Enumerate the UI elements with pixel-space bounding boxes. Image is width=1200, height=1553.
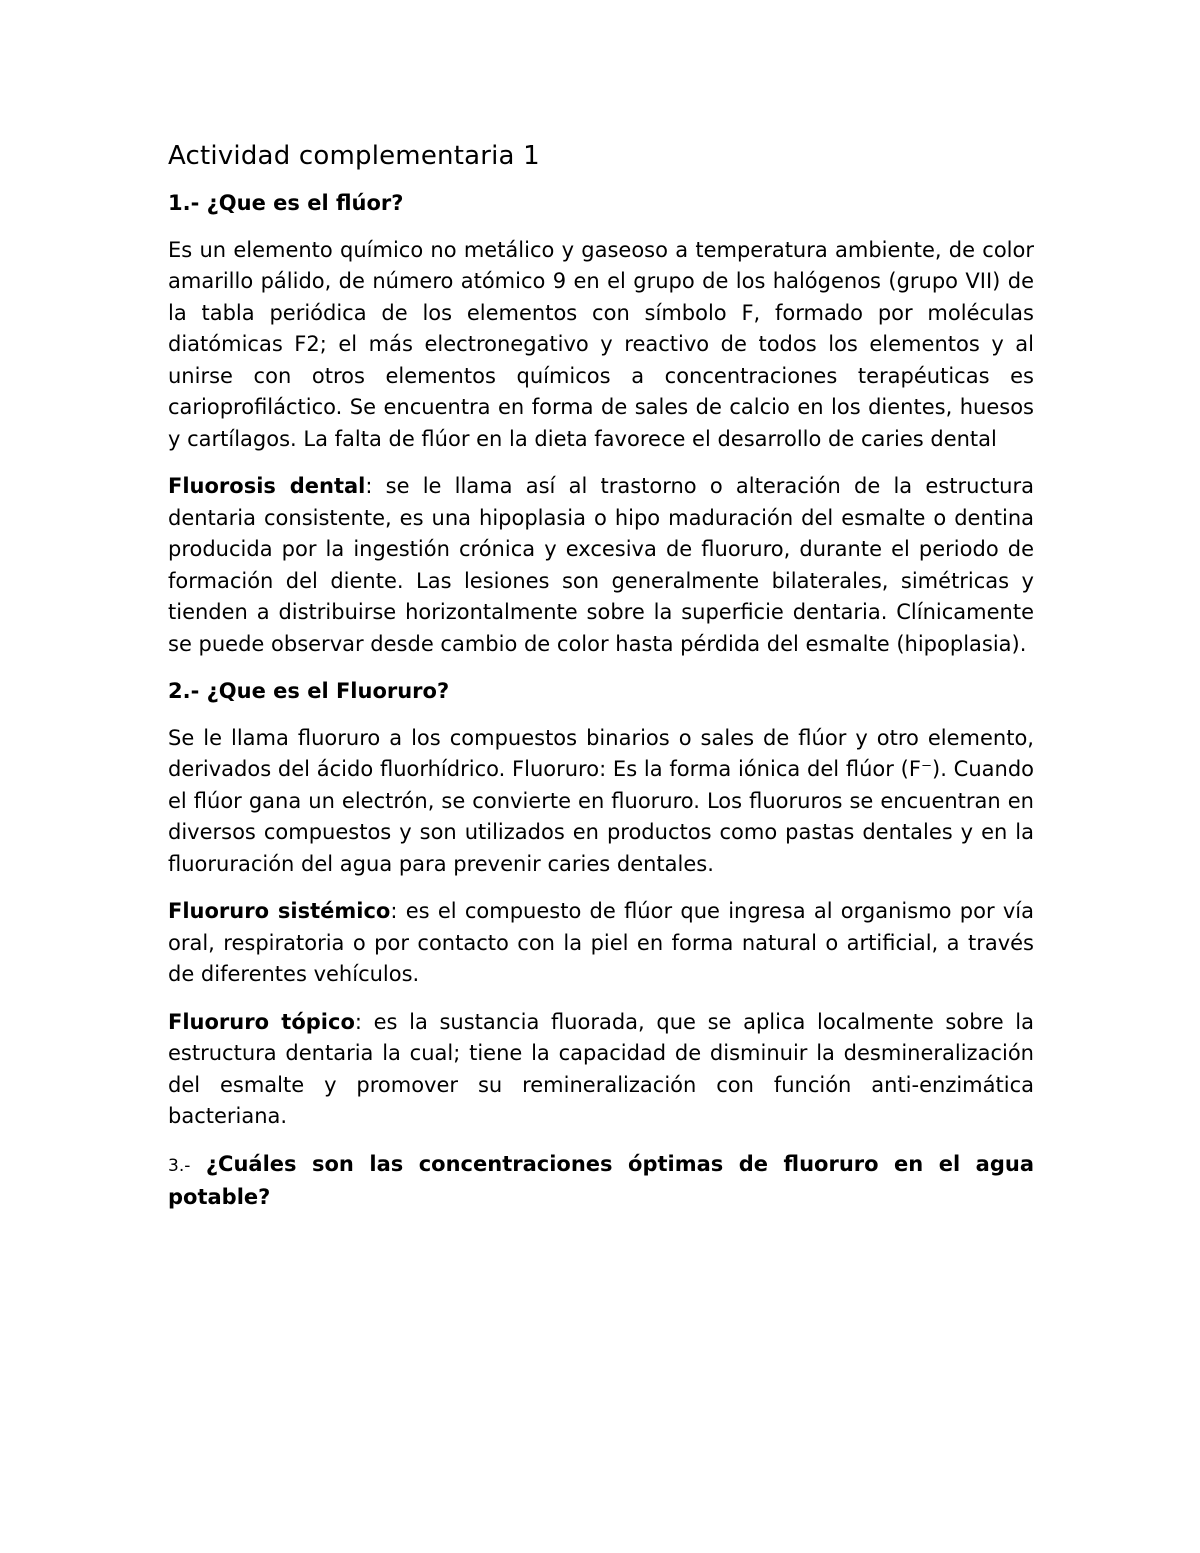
fluoruro-sistemico-definition (168, 896, 1034, 991)
document-title: Actividad complementaria 1 (168, 141, 540, 171)
question-3-heading (168, 1149, 1034, 1214)
fluoruro-topico-text: : es la sustancia fluorada, que se aplica localmente sobre la estructura dentaria la cual; tiene la capacidad de disminuir la desmineralización del esmalte y promover su remineralización con función anti-enzimática bacteriana. (168, 1009, 1034, 1128)
fluorosis-text: : se le llama así al trastorno o alteración de la estructura dentaria consistente, es una hipoplasia o hipo maduración del esmalte o dentina producida por la ingestión crónica y excesiva de fluoruro, durante el periodo de formación del diente. Las lesiones son generalmente bilaterales, simétricas y tienden a distribuirse horizontalmente sobre la superficie dentaria. Clínicamente se puede observar desde cambio de color hasta pérdida del esmalte (hipoplasia). (168, 474, 1034, 656)
question-3-number: 3.- (168, 1155, 191, 1176)
fluoruro-sistemico-term: Fluoruro sistémico (168, 899, 391, 923)
question-3-text: ¿Cuáles son las concentraciones óptimas de fluoruro en el agua potable? (168, 1151, 1034, 1209)
question-2-answer: Se le llama fluoruro a los compuestos binarios o sales de flúor y otro elemento, derivados del ácido fluorhídrico. Fluoruro: Es la forma iónica del flúor (F⁻). Cuando el flúor gana un electrón, se convierte en fluoruro. Los fluoruros se encuentran en diversos compuestos y son utilizados en productos como pastas dentales y en la fluoruración del agua para prevenir caries dentales. (168, 725, 1034, 876)
fluorosis-definition (168, 471, 1034, 660)
document-body (168, 138, 1034, 1229)
question-2-heading: 2.- ¿Que es el Fluoruro? (168, 679, 450, 703)
fluorosis-term: Fluorosis dental (168, 474, 366, 498)
fluoruro-topico-definition (168, 1007, 1034, 1133)
fluoruro-topico-term: Fluoruro tópico (168, 1009, 355, 1034)
fluoruro-sistemico-text: : es el compuesto de flúor que ingresa al organismo por vía oral, respiratoria o por contacto con la piel en forma natural o artificial, a través de diferentes vehículos. (168, 899, 1034, 986)
question-1-answer: Es un elemento químico no metálico y gaseoso a temperatura ambiente, de color amarillo pálido, de número atómico 9 en el grupo de los halógenos (grupo VII) de la tabla periódica de los elementos con símbolo F, formado por moléculas diatómicas F2; el más electronegativo y reactivo de todos los elementos y al unirse con otros elementos químicos a concentraciones terapéuticas es carioprofiláctico. Se encuentra en forma de sales de calcio en los dientes, huesos y cartílagos. La falta de flúor en la dieta favorece el desarrollo de caries dental (168, 237, 1034, 451)
question-1-heading: 1.- ¿Que es el flúor? (168, 191, 404, 215)
